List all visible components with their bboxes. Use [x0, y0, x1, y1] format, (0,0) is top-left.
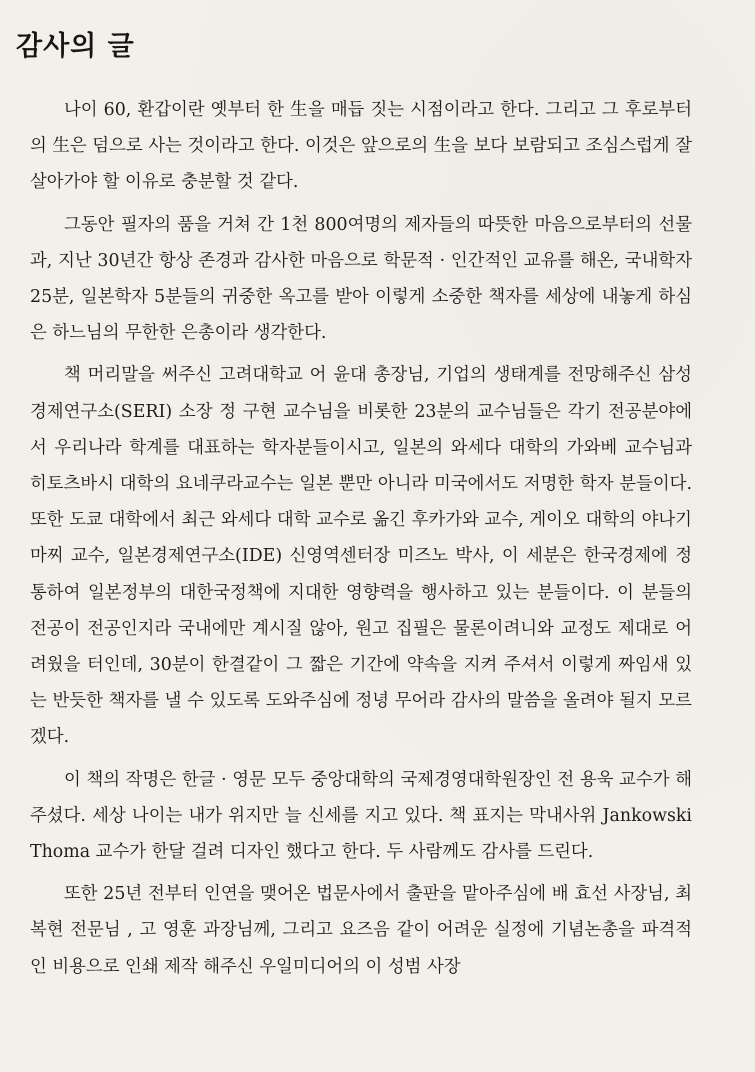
paragraph-3: 책 머리말을 써주신 고려대학교 어 윤대 총장님, 기업의 생태계를 전망해주신 삼성경제연구소(SERI) 소장 정 구현 교수님을 비롯한 23분의 교수님들은 각기 전공분야에서 우리나라 학계를 대표하는 학자분들이시고, 일본의 와세다 대학의 가와베 교수님과 히토츠바시 대학의 요네쿠라교수는 일본 뿐만 아니라 미국에서도 저명한 학자 분들이다. 또한 도쿄 대학에서 최근 와세다 대학 교수로 옮긴 후카가와 교수, 게이오 대학의 야나기마찌 교수, 일본경제연구소(IDE) 신영역센터장 미즈노 박사, 이 세분은 한국경제에 정통하여 일본정부의 대한국정책에 지대한 영향력을 행사하고 있는 분들이다. 이 분들의 전공이 전공인지라 국내에만 계시질 않아, 원고 집필은 물론이려니와 교정도 제대로 어려웠을 터인데, 30분이 한결같이 그 짧은 기간에 약속을 지켜 주셔서 이렇게 짜임새 있는 반듯한 책자를 낼 수 있도록 도와주심에 정녕 무어라 감사의 말씀을 올려야 될지 모르겠다.: [30, 365, 692, 748]
paragraph-1: 나이 60, 환갑이란 옛부터 한 生을 매듭 짓는 시점이라고 한다. 그리고 그 후로부터의 生은 덤으로 사는 것이라고 한다. 이것은 앞으로의 生을 보다 보람되고 조심스럽게 잘 살아가야 할 이유로 충분할 것 같다.: [30, 100, 692, 193]
paragraph-2: 그동안 필자의 품을 거쳐 간 1천 800여명의 제자들의 따뜻한 마음으로부터의 선물과, 지난 30년간 항상 존경과 감사한 마음으로 학문적 · 인간적인 교유를 해온, 국내학자 25분, 일본학자 5분들의 귀중한 옥고를 받아 이렇게 소중한 책자를 세상에 내놓게 하심은 하느님의 무한한 은총이라 생각한다.: [30, 214, 692, 344]
paragraph-5: 또한 25년 전부터 인연을 맺어온 법문사에서 출판을 맡아주심에 배 효선 사장님, 최 복현 전문님 , 고 영훈 과장님께, 그리고 요즈음 같이 어려운 실정에 기념논총을 파격적인 비용으로 인쇄 제작 해주신 우일미디어의 이 성범 사장: [30, 884, 692, 977]
paragraph-4: 이 책의 작명은 한글 · 영문 모두 중앙대학의 국제경영대학원장인 전 용욱 교수가 해주셨다. 세상 나이는 내가 위지만 늘 신세를 지고 있다. 책 표지는 막내사위 Jankowski Thoma 교수가 한달 걸려 디자인 했다고 한다. 두 사람께도 감사를 드린다.: [30, 769, 692, 863]
page-title: 감사의 글: [16, 31, 135, 62]
body-text: [30, 92, 692, 991]
